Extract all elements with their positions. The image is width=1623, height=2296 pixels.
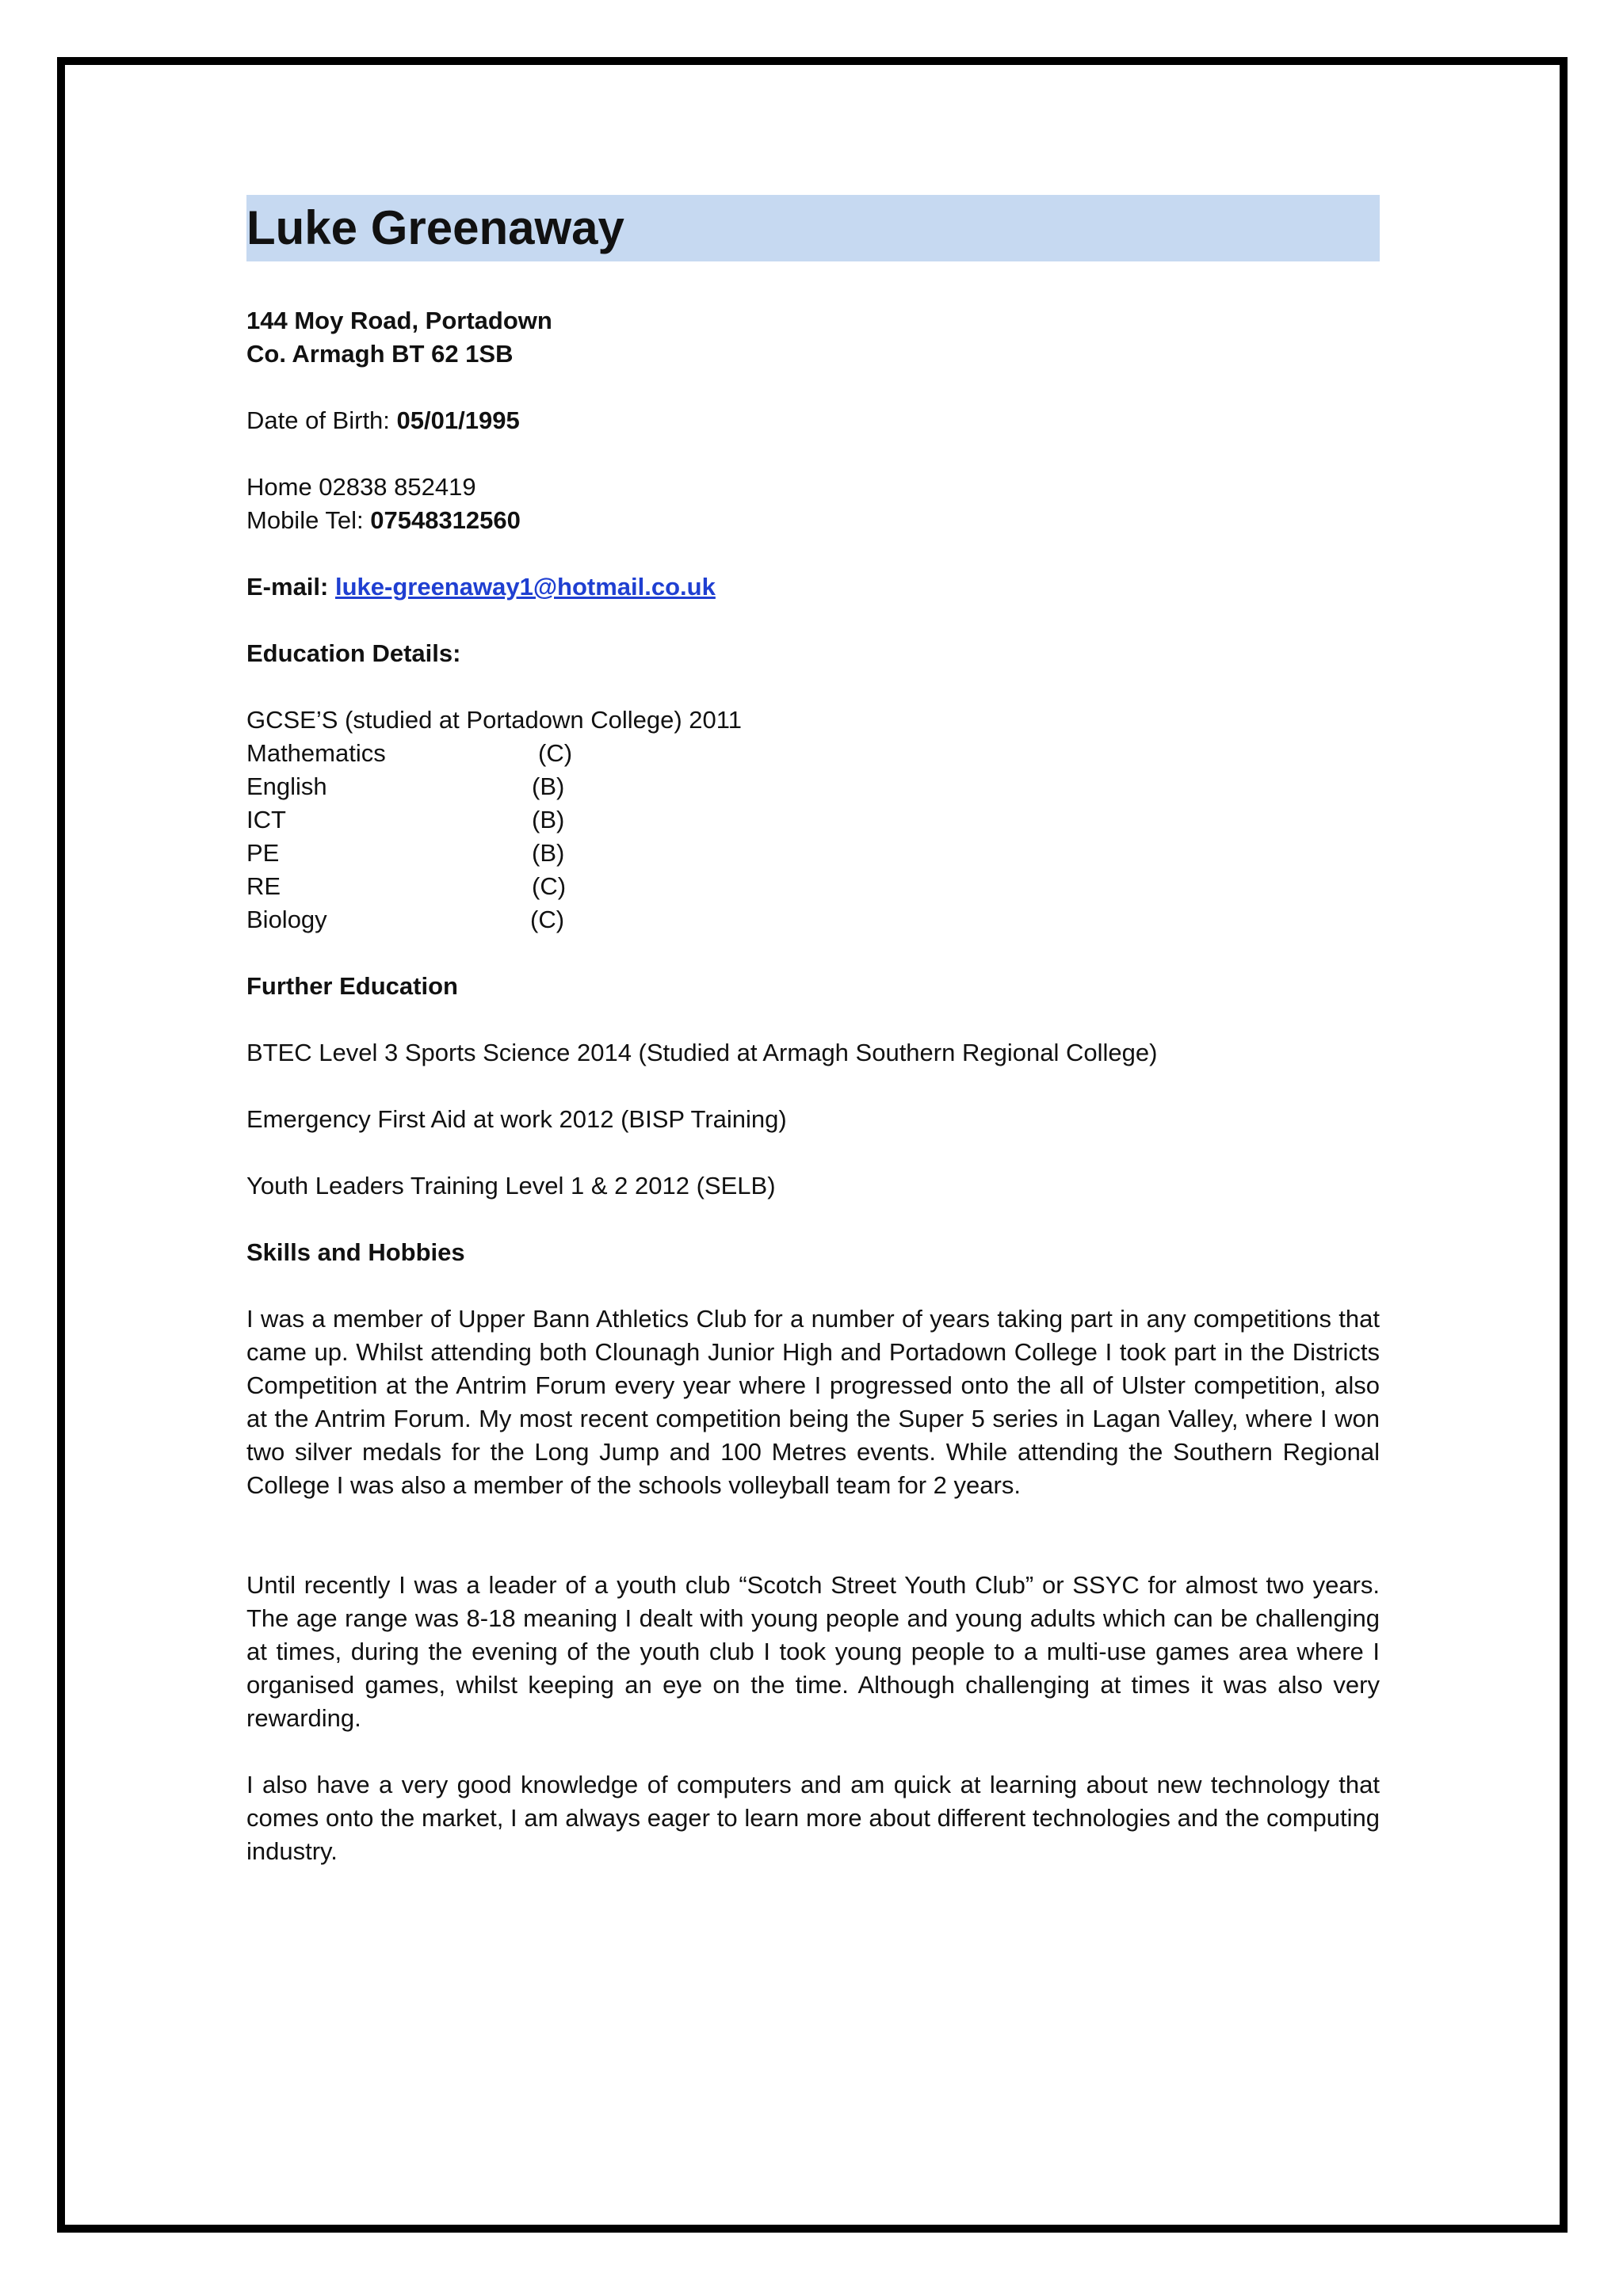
subject-name: ICT: [246, 806, 286, 833]
subject-name: Mathematics: [246, 739, 386, 767]
gcse-grades: [246, 737, 1380, 936]
skills-paragraph: Until recently I was a leader of a youth club “Scotch Street Youth Club” or SSYC for almost two years. The age range was 8-18 meaning I dealt with young people and young adults which can be challenging at times, during the evening of the youth club I took young people to a multi-use games area where I organised games, whilst keeping an eye on the time. Although challenging at times it was also very rewarding.: [246, 1571, 1380, 1732]
subject-grade: (C): [538, 739, 573, 767]
grade-row: [246, 737, 1380, 770]
skills-heading: Skills and Hobbies: [246, 1238, 465, 1266]
subject-grade: (C): [532, 872, 567, 900]
subject-grade: (B): [532, 806, 565, 833]
grade-row: [246, 837, 1380, 870]
further-education-item: BTEC Level 3 Sports Science 2014 (Studied at Armagh Southern Regional College): [246, 1039, 1158, 1066]
subject-grade: (C): [530, 906, 565, 933]
mobile-phone: [246, 504, 1380, 537]
dob-value: 05/01/1995: [396, 406, 520, 434]
subject-grade: (B): [532, 839, 565, 867]
gcse-line: GCSE’S (studied at Portadown College) 2011: [246, 706, 742, 734]
subject-name: English: [246, 772, 327, 800]
mobile-value: 07548312560: [370, 506, 521, 534]
further-education-item: Emergency First Aid at work 2012 (BISP Training): [246, 1105, 787, 1133]
candidate-name: [246, 195, 1380, 261]
subject-name: PE: [246, 839, 280, 867]
cv-content: [246, 195, 1380, 1868]
grade-row: [246, 870, 1380, 903]
grade-row: [246, 803, 1380, 837]
mobile-label: Mobile Tel:: [246, 506, 371, 534]
further-education-heading: Further Education: [246, 972, 458, 1000]
skills-paragraph: I was a member of Upper Bann Athletics Club for a number of years taking part in any competitions that came up. Whilst attending both Clounagh Junior High and Portadown College I took part in the Districts Competition at the Antrim Forum every year where I progressed onto the all of Ulster competition, also at the Antrim Forum. My most recent competition being the Super 5 series in Lagan Valley, where I won two silver medals for the Long Jump and 100 Metres events. While attending the Southern Regional College I was also a member of the schools volleyball team for 2 years.: [246, 1305, 1380, 1499]
subject-name: Biology: [246, 906, 327, 933]
education-heading: Education Details:: [246, 639, 461, 667]
email: [246, 570, 1380, 604]
dob-label: Date of Birth:: [246, 406, 397, 434]
address-line-1: 144 Moy Road, Portadown: [246, 307, 552, 334]
skills-paragraph: I also have a very good knowledge of computers and am quick at learning about new technology that comes onto the market, I am always eager to learn more about different technologies and the computing industry.: [246, 1771, 1380, 1865]
date-of-birth: [246, 404, 1380, 437]
grade-row: [246, 770, 1380, 803]
address-line-2: Co. Armagh BT 62 1SB: [246, 340, 514, 368]
subject-grade: (B): [532, 772, 565, 800]
email-label: E-mail:: [246, 573, 335, 601]
home-phone: Home 02838 852419: [246, 473, 476, 501]
subject-name: RE: [246, 872, 281, 900]
email-link[interactable]: luke-greenaway1@hotmail.co.uk: [334, 573, 716, 601]
grade-row: [246, 903, 1380, 936]
candidate-name-text: Luke Greenaway: [246, 201, 624, 254]
further-education-item: Youth Leaders Training Level 1 & 2 2012 (SELB): [246, 1172, 776, 1199]
